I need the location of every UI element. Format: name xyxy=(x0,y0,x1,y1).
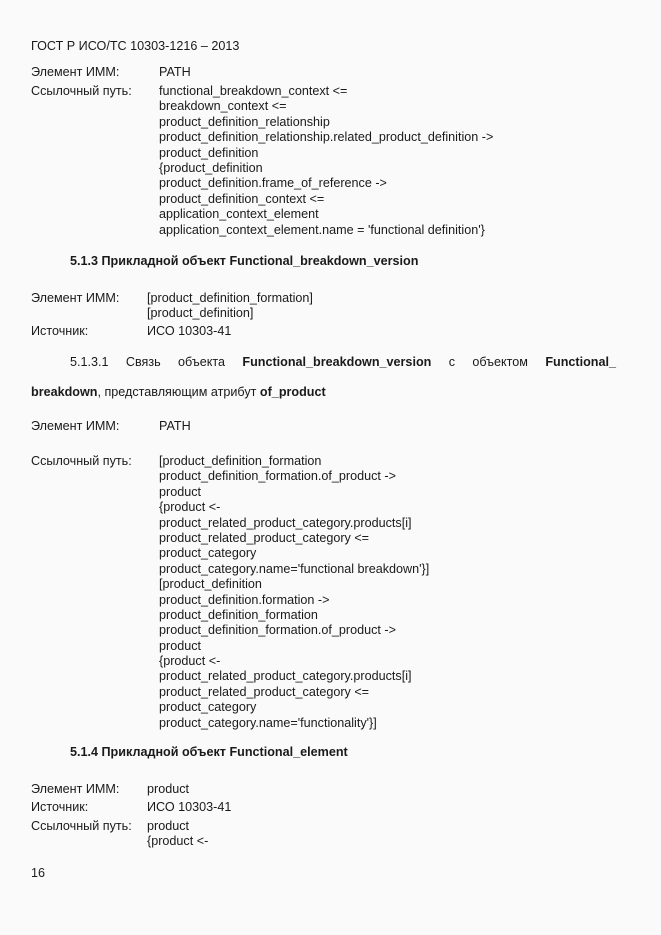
document-header: ГОСТ Р ИСО/ТС 10303-1216 – 2013 xyxy=(31,39,240,53)
section-heading-5-1-4: 5.1.4 Прикладной объект Functional_element xyxy=(70,745,348,759)
label-element-imm: Элемент ИММ: xyxy=(31,291,120,305)
ref-line: [product_definition xyxy=(159,577,262,592)
ref-line: product xyxy=(159,484,202,499)
ref-line: product_category xyxy=(159,700,257,715)
ref-line: product_definition_context <= xyxy=(159,191,325,206)
ref-line: product_related_product_category.products[i] xyxy=(159,669,412,684)
label-reference-path: Ссылочный путь: xyxy=(31,454,132,468)
reference-path-lines xyxy=(159,84,493,238)
reference-path-lines xyxy=(159,454,429,731)
ref-line: product_category.name='functional breakdown'}] xyxy=(159,561,430,576)
page-number: 16 xyxy=(31,866,46,880)
paragraph-5-1-3-1 xyxy=(31,355,616,369)
paragraph-text: , представляющим атрибут xyxy=(97,385,260,399)
ref-line: product_category.name='functionality'}] xyxy=(159,715,377,730)
word: Связь xyxy=(125,355,161,369)
reference-path-lines xyxy=(147,819,208,850)
label-reference-path: Ссылочный путь: xyxy=(31,84,132,98)
ref-line: product_definition xyxy=(159,145,259,160)
ref-line: product xyxy=(159,638,202,653)
value-element-imm: product xyxy=(147,782,190,796)
word: с xyxy=(448,355,455,369)
ref-line: product_definition_formation.of_product -> xyxy=(159,469,396,484)
paragraph-line-1 xyxy=(31,355,616,369)
ref-line: product_definition_formation.of_product -> xyxy=(159,623,396,638)
ref-line: product_category xyxy=(159,546,257,561)
entity-name: Functional_ xyxy=(545,355,616,369)
entity-name: breakdown xyxy=(31,385,98,399)
ref-line: {product_definition xyxy=(159,160,263,175)
ref-line: application_context_element xyxy=(159,207,319,222)
ref-line: {product <- xyxy=(147,834,209,849)
ref-line: breakdown_context <= xyxy=(159,99,287,114)
ref-line: product_related_product_category <= xyxy=(159,684,370,699)
ref-line: {product <- xyxy=(159,500,221,515)
word: объектом xyxy=(472,355,528,369)
entity-name: Functional_breakdown_version xyxy=(242,355,432,369)
ref-line: product_definition.frame_of_reference -> xyxy=(159,176,387,191)
ref-line: product_definition.formation -> xyxy=(159,592,330,607)
ref-line: product_definition_relationship.related_product_definition -> xyxy=(159,130,494,145)
ref-line: {product <- xyxy=(159,654,221,669)
ref-line: [product_definition_formation xyxy=(159,454,322,468)
value-source: ИСО 10303-41 xyxy=(147,324,232,338)
element-imm-values xyxy=(147,291,313,322)
value-element-imm: PATH xyxy=(159,419,191,433)
word: объекта xyxy=(178,355,226,369)
ref-line: functional_breakdown_context <= xyxy=(159,84,348,98)
label-element-imm: Элемент ИММ: xyxy=(31,65,120,79)
ref-line: product xyxy=(147,819,190,833)
element-value-line: [product_definition_formation] xyxy=(147,291,313,305)
section-heading-5-1-3: 5.1.3 Прикладной объект Functional_breakdown_version xyxy=(70,254,419,268)
paragraph-line-2 xyxy=(31,385,326,399)
label-element-imm: Элемент ИММ: xyxy=(31,782,120,796)
value-source: ИСО 10303-41 xyxy=(147,800,232,814)
label-element-imm: Элемент ИММ: xyxy=(31,419,120,433)
ref-line: application_context_element.name = 'functional definition'} xyxy=(159,222,485,237)
ref-line: product_definition_relationship xyxy=(159,114,330,129)
label-source: Источник: xyxy=(31,324,89,338)
ref-line: product_definition_formation xyxy=(159,607,318,622)
ref-line: product_related_product_category.products[i] xyxy=(159,515,412,530)
ref-line: product_related_product_category <= xyxy=(159,530,370,545)
label-reference-path: Ссылочный путь: xyxy=(31,819,132,833)
clause-number: 5.1.3.1 xyxy=(70,355,109,369)
label-source: Источник: xyxy=(31,800,89,814)
attribute-name: of_product xyxy=(259,385,326,399)
element-value-line: [product_definition] xyxy=(147,306,254,321)
value-element-imm: PATH xyxy=(159,65,191,79)
